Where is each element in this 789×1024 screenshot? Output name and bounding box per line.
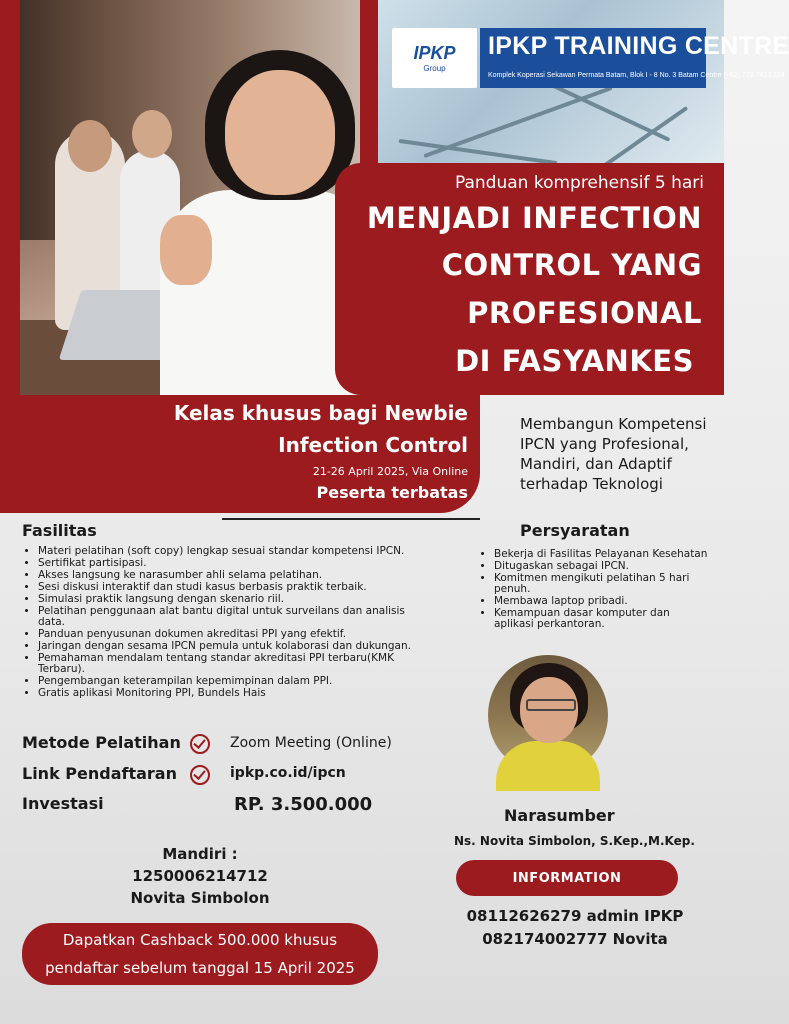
investasi-value: RP. 3.500.000 — [234, 794, 373, 815]
list-item: • Komitmen mengikuti pelatihan 5 hari penuh. — [494, 573, 710, 595]
bank-account: 1250006214712 — [132, 867, 268, 885]
speaker-photo — [488, 655, 608, 775]
list-item: • Sertifikat partisipasi. — [38, 558, 432, 569]
class-limited: Peserta terbatas — [316, 483, 468, 502]
cashback-banner — [22, 923, 378, 985]
ipkp-logo — [392, 28, 477, 88]
logo-sub: Group — [423, 64, 446, 73]
list-item: • Pemahaman mendalam tentang standar akreditasi PPI terbaru(KMK Terbaru). — [38, 653, 432, 675]
brand-title: IPKP TRAINING CENTRE — [488, 32, 789, 60]
metode-label: Metode Pelatihan — [22, 733, 181, 752]
list-item: • Jaringan dengan sesama IPCN pemula untuk kolaborasi dan dukungan. — [38, 641, 432, 652]
bank-holder: Novita Simbolon — [130, 889, 270, 907]
list-item: • Bekerja di Fasilitas Pelayanan Kesehatan — [494, 549, 710, 560]
list-item: • Gratis aplikasi Monitoring PPI, Bundels Hais — [38, 688, 432, 699]
information-button[interactable]: INFORMATION — [456, 860, 678, 896]
tagline: Membangun Kompetensi IPCN yang Profesional, Mandiri, dan Adaptif terhadap Teknologi — [520, 415, 707, 493]
logo-mark: IPKP — [413, 43, 456, 63]
hero-title-line-3: PROFESIONAL — [467, 296, 702, 330]
list-item: • Ditugaskan sebagai IPCN. — [494, 561, 710, 572]
class-line-2: Infection Control — [278, 433, 468, 457]
link-label: Link Pendaftaran — [22, 764, 177, 783]
persyaratan-list — [478, 549, 710, 631]
class-date: 21-26 April 2025, Via Online — [312, 465, 468, 478]
contact-info — [455, 905, 695, 951]
bank-name: Mandiri : — [162, 845, 238, 863]
list-item: • Materi pelatihan (soft copy) lengkap sesuai standar kompetensi IPCN. — [38, 546, 432, 557]
contact-novita[interactable]: 082174002777 Novita — [482, 930, 668, 948]
hero-title-line-4: DI FASYANKES — [455, 344, 694, 378]
title-block — [335, 163, 724, 395]
hero-title-line-2: CONTROL YANG — [441, 248, 702, 282]
list-item: • Membawa laptop pribadi. — [494, 596, 710, 607]
brand-banner — [480, 28, 789, 88]
class-line-1: Kelas khusus bagi Newbie — [173, 401, 468, 425]
divider — [222, 518, 480, 520]
list-item: • Pelatihan penggunaan alat bantu digital untuk surveilans dan analisis data. — [38, 606, 432, 628]
list-item: • Sesi diskusi interaktif dan studi kasus berbasis praktik terbaik. — [38, 582, 432, 593]
hero-photo — [0, 0, 380, 420]
cashback-line-1: Dapatkan Cashback 500.000 khusus — [62, 931, 338, 949]
brand-address: Komplek Koperasi Sekawan Permata Batam, Blok I - 8 No. 3 Batam Centre (+62) 778 7413 324 — [488, 72, 785, 79]
contact-admin[interactable]: 08112626279 admin IPKP — [466, 907, 684, 925]
persyaratan-heading: Persyaratan — [520, 521, 630, 540]
list-item: • Simulasi praktik langsung dengan skenario riil. — [38, 594, 432, 605]
list-item: • Panduan penyusunan dokumen akreditasi PPI yang efektif. — [38, 629, 432, 640]
check-icon — [190, 764, 210, 785]
list-item: • Kemampuan dasar komputer dan aplikasi perkantoran. — [494, 608, 710, 630]
metode-value: Zoom Meeting (Online) — [230, 735, 392, 751]
fasilitas-list — [22, 546, 432, 700]
investasi-label: Investasi — [22, 794, 104, 813]
list-item: • Akses langsung ke narasumber ahli selama pelatihan. — [38, 570, 432, 581]
narasumber-heading: Narasumber — [504, 806, 615, 825]
red-accent-band — [0, 0, 20, 420]
bank-info — [100, 843, 300, 909]
list-item: • Pengembangan keterampilan kepemimpinan dalam PPI. — [38, 676, 432, 687]
class-ribbon — [0, 395, 480, 513]
hero-title-line-1: MENJADI INFECTION — [366, 201, 702, 235]
cashback-line-2: pendaftar sebelum tanggal 15 April 2025 — [45, 959, 355, 977]
check-icon — [190, 733, 210, 754]
hero-subtitle: Panduan komprehensif 5 hari — [454, 173, 704, 193]
registration-link[interactable]: ipkp.co.id/ipcn — [230, 765, 346, 781]
fasilitas-heading: Fasilitas — [22, 521, 97, 540]
narasumber-name: Ns. Novita Simbolon, S.Kep.,M.Kep. — [454, 834, 695, 848]
